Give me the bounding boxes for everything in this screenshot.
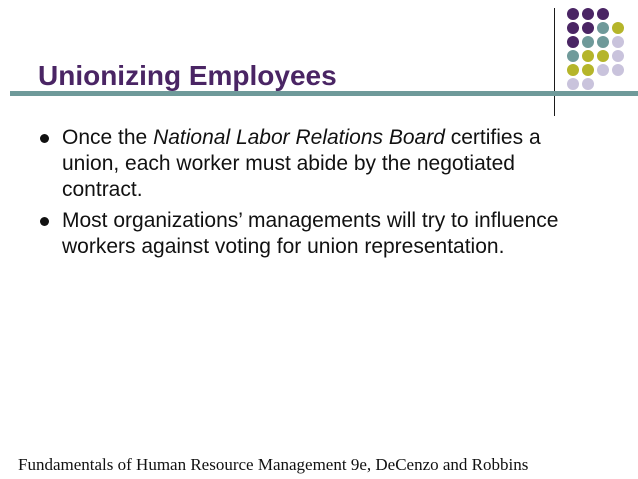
dot [567,50,579,62]
dot [567,64,579,76]
dot [612,50,624,62]
dot [597,8,609,20]
dot [597,64,609,76]
bullet-text: Once the [62,126,154,149]
bullet-text: Most organizations’ managements will try to influence workers against voting for union representation. [62,209,559,258]
dot [612,64,624,76]
bullet-item [38,208,598,260]
slide-footer: Fundamentals of Human Resource Management 9e, DeCenzo and Robbins [18,455,529,474]
dot [597,22,609,34]
dot [597,36,609,48]
dot [612,36,624,48]
dot [612,22,624,34]
bullet-list [38,125,598,265]
dot [597,50,609,62]
bullet-icon [40,217,49,226]
dot [567,78,579,90]
bullet-text: certifies a union, each worker must abide by the negotiated contract. [62,126,541,201]
vertical-divider [554,8,555,116]
dot [582,64,594,76]
bullet-icon [40,134,49,143]
slide-title: Unionizing Employees [38,60,337,91]
dot [582,36,594,48]
dot [582,22,594,34]
dot [582,8,594,20]
decorative-dot-grid [565,8,638,93]
bullet-item [38,125,598,203]
dot [582,78,594,90]
dot [582,50,594,62]
dot [567,36,579,48]
dot [567,8,579,20]
bullet-emphasis-text: National Labor Relations Board [153,126,445,149]
dot [567,22,579,34]
